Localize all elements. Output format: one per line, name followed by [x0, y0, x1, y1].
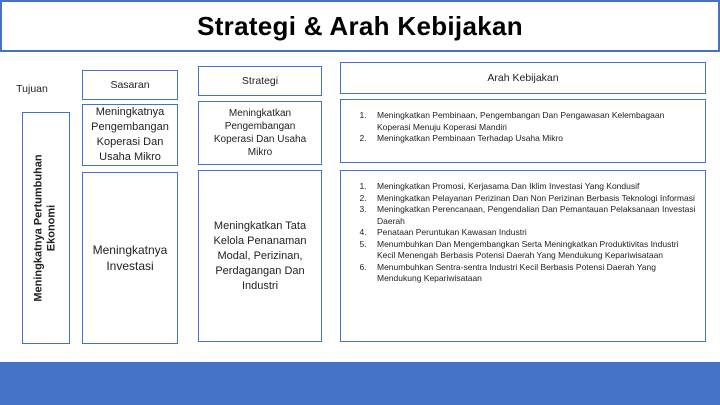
list-item [349, 193, 697, 205]
list-item-text: Penataan Peruntukan Kawasan Industri [377, 227, 527, 237]
list-item [349, 262, 697, 285]
sasaran-text-2: Meningkatnya Investasi [92, 243, 168, 273]
list-item-text: Meningkatkan Promosi, Kerjasama Dan Iklim Investasi Yang Kondusif [377, 181, 640, 191]
strategi-text-2: Meningkatkan Tata Kelola Penanaman Modal, Perizinan, Perdagangan Dan Industri [213, 219, 307, 292]
tujuan-line-1: Meningkatnya Pertumbuhan [33, 154, 46, 302]
strategi-box-1 [198, 101, 322, 165]
list-item [349, 133, 697, 145]
list-item-number: 6. [359, 261, 367, 272]
tujuan-text [33, 154, 59, 301]
title-box [0, 0, 720, 52]
header-sasaran [82, 70, 178, 100]
list-item [349, 227, 697, 239]
strategi-box-2 [198, 170, 322, 342]
list-item-text: Menumbuhkan Dan Mengembangkan Serta Meningkatkan Produktivitas Industri Kecil Menengah Berbasis Potensi Daerah Yang Mendukung Kepariwisataan [377, 238, 679, 260]
list-item-number: 1. [359, 110, 367, 120]
header-strategi [198, 66, 322, 96]
list-item-number: 4. [359, 227, 367, 237]
header-arah-kebijakan-label: Arah Kebijakan [487, 71, 559, 84]
tujuan-line-2: Ekonomi [46, 204, 59, 252]
list-item-text: Menumbuhkan Sentra-sentra Industri Kecil Berbasis Potensi Daerah Yang Mendukung Kepariwisataan [377, 261, 656, 283]
kebijakan-box-1 [340, 99, 706, 163]
list-item [349, 204, 697, 227]
header-arah-kebijakan [340, 62, 706, 94]
strategi-text-1: Meningkatkan Pengembangan Koperasi Dan Usaha Mikro [213, 108, 307, 158]
list-item [349, 239, 697, 262]
list-item-number: 2. [359, 133, 367, 143]
list-item-text: Meningkatkan Perencanaan, Pengendalian Dan Pemantauan Pelaksanaan Investasi Daerah [377, 204, 696, 226]
sasaran-box-2 [82, 172, 178, 344]
header-sasaran-label: Sasaran [110, 78, 150, 91]
list-item-number: 2. [359, 192, 367, 203]
list-item [349, 181, 697, 193]
kebijakan-box-2 [340, 170, 706, 342]
list-item [349, 110, 697, 133]
list-item-text: Meningkatkan Pembinaan, Pengembangan Dan Pengawasan Kelembagaan Koperasi Menuju Koperasi Mandiri [377, 110, 665, 132]
sasaran-box-1 [82, 104, 178, 166]
list-item-number: 5. [359, 238, 367, 249]
tujuan-box [22, 112, 70, 344]
list-item-text: Meningkatkan Pelayanan Perizinan Dan Non Perizinan Berbasis Teknologi Informasi [377, 192, 695, 203]
list-item-text: Meningkatkan Pembinaan Terhadap Usaha Mikro [377, 133, 564, 143]
sasaran-text-1: Meningkatnya Pengembangan Koperasi Dan Usaha Mikro [91, 106, 169, 163]
page-title: Strategi & Arah Kebijakan [197, 10, 523, 41]
list-item-number: 1. [359, 181, 367, 191]
header-tujuan: Tujuan [16, 83, 48, 95]
bottom-band [0, 362, 720, 405]
header-strategi-label: Strategi [241, 74, 279, 87]
list-item-number: 3. [359, 204, 367, 214]
